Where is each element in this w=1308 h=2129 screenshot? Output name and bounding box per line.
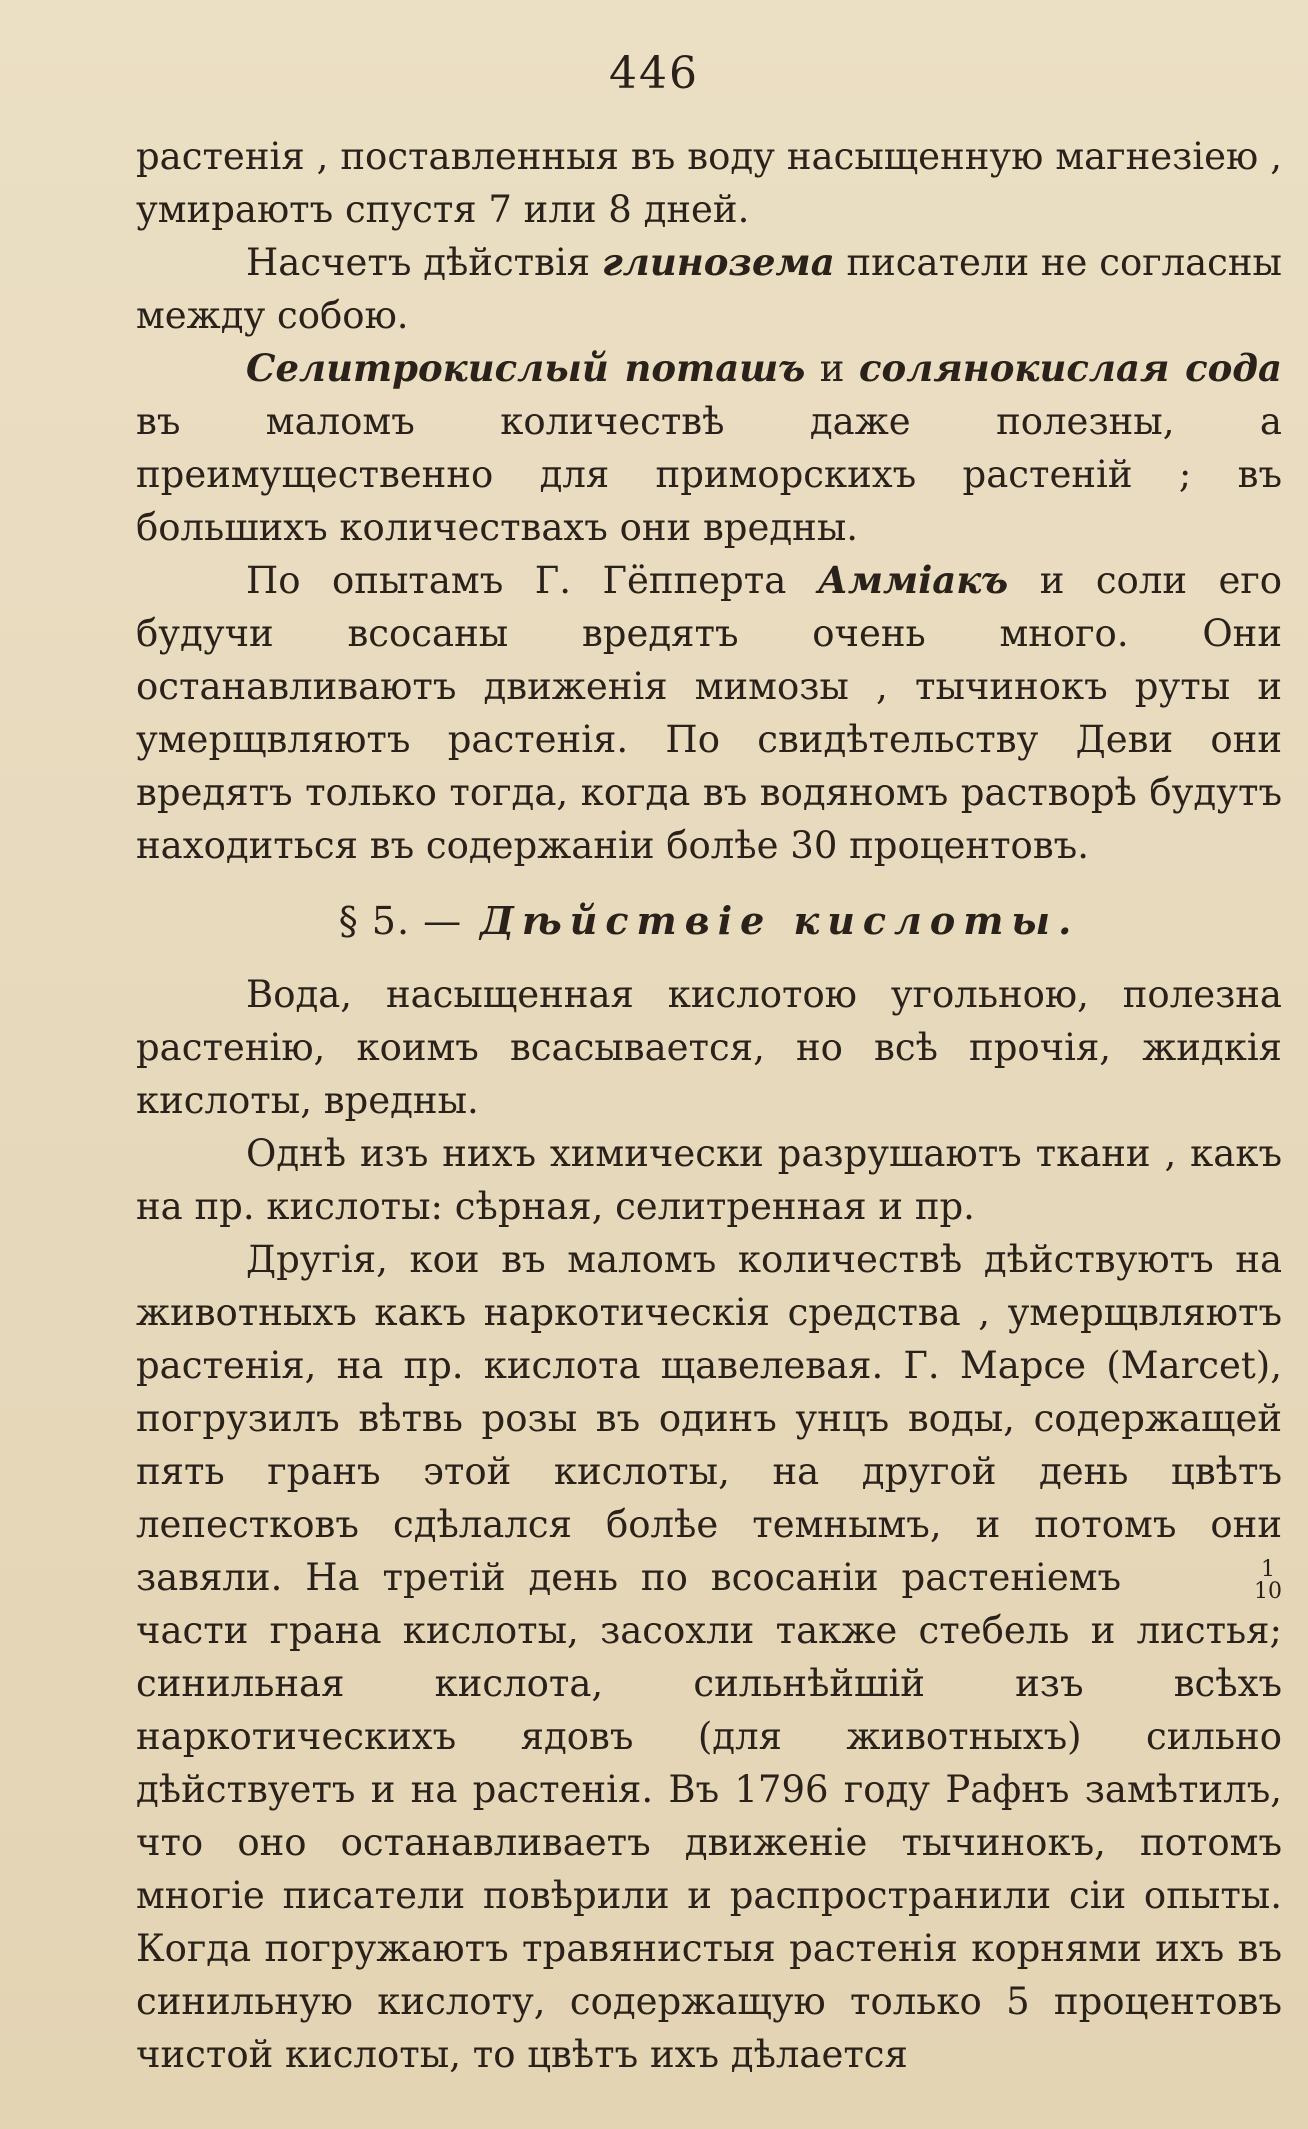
body-text [136,130,1282,2081]
paragraph-salts: Селитрокислый поташъ и солянокислая сода въ маломъ количествѣ даже полезны, а преимущественно для приморскихъ растеній ; въ большихъ количествахъ они вредны. [136,346,1282,549]
page-number: 446 [609,48,699,99]
term-ammonia: Аммiакъ [817,558,1009,602]
section-number: § 5. — [338,899,463,943]
term-muriate-soda: солянокислая сода [859,346,1282,390]
paragraph-continuation: растенія , поставленныя въ воду насыщенную магнезіею , умираютъ спустя 7 или 8 дней. [136,135,1282,231]
term-saltpeter-potash: Селитрокислый поташъ [246,346,806,390]
paragraph-ammonia: По опытамъ Г. Гёпперта Аммiакъ и соли его будучи всосаны вредятъ очень много. Они останавливаютъ движенія мимозы , тычинокъ руты и умерщвляютъ растенія. По свидѣтельству Деви они вредятъ только тогда, когда въ водяномъ растворѣ будутъ находиться въ содержаніи болѣе 30 процентовъ. [136,558,1283,867]
paragraph-mineral-acids: Однѣ изъ нихъ химически разрушаютъ ткани , какъ на пр. кислоты: сѣрная, селитренная и пр. [136,1132,1282,1228]
section-heading [136,894,1282,948]
term-alumina: глинозема [601,240,835,284]
section-title: Дѣйствiе кислоты. [480,898,1080,943]
paragraph-narcotic-acids: Другія, кои въ маломъ количествѣ дѣйствуютъ на животныхъ какъ наркотическія средства , умерщвляютъ растенія, на пр. кислота щавелевая. Г. Марсе (Marcet), погрузилъ вѣтвь розы въ одинъ унцъ воды, содержащей пять гранъ этой кислоты, на другой день цвѣтъ лепестковъ сдѣлался болѣе темнымъ, и потомъ они завяли. На третій день по всосаніи растеніемъ 1 10 части грана кислоты, засохли также стебель и листья; синильная кислота, сильнѣйшій изъ всѣхъ наркотическихъ ядовъ (для животныхъ) сильно дѣйствуетъ и на растенія. Въ 1796 году Рафнъ замѣтилъ, что оно останавливаетъ движеніе тычинокъ, потомъ многіе писатели повѣрили и распространили сіи опыты. Когда погружаютъ травянистыя растенія корнями ихъ въ синильную кислоту, содержащую только 5 процентовъ чистой кислоты, то цвѣтъ ихъ дѣлается [136,1238,1282,2076]
paragraph-alumina: Насчетъ дѣйствія глинозема писатели не согласны между собою. [136,240,1282,337]
paragraph-carbonic: Вода, насыщенная кислотою угольною, полезна растенію, коимъ всасывается, но всѣ прочія, жидкія кислоты, вредны. [136,973,1282,1122]
fraction: 1 10 [1254,1556,1282,1604]
